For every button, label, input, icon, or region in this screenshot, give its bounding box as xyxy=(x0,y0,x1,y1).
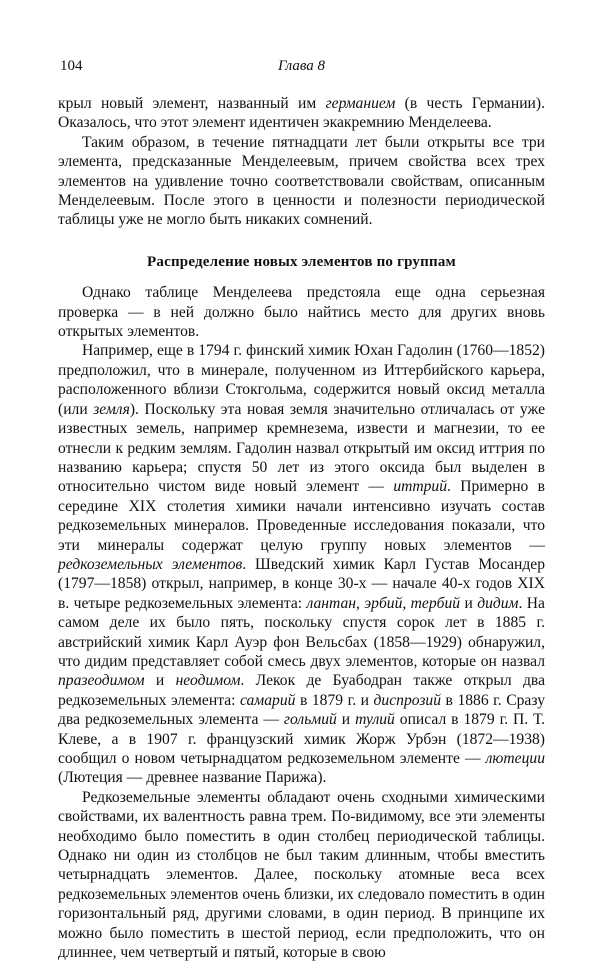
chapter-title: Глава 8 xyxy=(277,58,326,74)
book-page xyxy=(58,52,545,962)
section-heading: Распределение новых элементов по группам xyxy=(147,253,456,270)
running-header xyxy=(58,52,545,72)
paragraph-rare-earths: Например, еще в 1794 г. финский химик Юхан Гадолин (1760—1852) предположил, что в минерале, полученном из Иттербийского карьера, расположенного вблизи Стокгольма, содержится новый оксид металла (или земля). Поскольку эта новая земля значительно отличалась от уже известных земель, например кремнезема, извести и магнезии, то ее отнесли к редким землям. Гадолин назвал открытый им оксид иттрия по названию карьера; спустя 50 лет из этого оксида был выделен в относительно чистом виде новый элемент — иттрий. Примерно в середине XIX столетия химики начали интенсивно изучать состав редкоземельных минералов. Проведенные исследования показали, что эти минералы содержат целую группу новых элементов — редкоземельных элементов. Шведский химик Карл Густав Мосандер (1797—1858) открыл, например, в конце 30-х — начале 40-х годов XIX в. четыре редкоземельных элемента: лантан, эрбий, тербий и дидим. На самом деле их было пять, поскольку спустя сорок лет в 1885 г. австрийский химик Карл Ауэр фон Вельсбах (1858—1929) обнаружил, что дидим представляет собой смесь двух элементов, которые он назвал празеодимом и неодимом. Лекок де Буабодран также открыл два редкоземельных элемента: самарий в 1879 г. и диспрозий в 1886 г. Сразу два редкоземельных элемента — гольмий и тулий описал в 1879 г. П. Т. Клеве, а в 1907 г. французский химик Жорж Урбэн (1872—1938) сообщил о новом четырнадцатом редкоземельном элементе — лютеции (Лютеция — древнее название Парижа). xyxy=(58,342,545,787)
paragraph-placement: Редкоземельные элементы обладают очень сходными химическими свойствами, их валентность равна трем. По-видимому, все эти элементы необходимо было поместить в один столбец периодической таблицы. Однако ни один из столбцов не был таким длинным, чтобы вместить четырнадцать элементов. Далее, поскольку атомные веса всех редкоземельных элементов очень близки, их следовало поместить в один горизонтальный ряд, другими словами, в один период. В принципе их можно было поместить в шестой период, если предположить, что он длиннее, чем четвертый и пятый, которые в свою xyxy=(58,788,545,962)
paragraph-continuation: крыл новый элемент, названный им германием (в честь Германии). Оказалось, что этот элемент идентичен экакремнию Менделеева. xyxy=(58,95,545,132)
paragraph-summary: Таким образом, в течение пятнадцати лет были открыты все три элемента, предсказанные Менделеевым, причем свойства всех трех элементов на удивление точно соответствовали свойствам, описанным Менделеевым. После этого в ценности и полезности периодической таблицы уже не могло быть никаких сомнений. xyxy=(58,133,545,229)
page-body xyxy=(58,94,545,962)
term-germanium: германием xyxy=(325,95,396,112)
page-number: 104 xyxy=(60,58,83,74)
paragraph-intro: Однако таблице Менделеева предстояла еще одна серьезная проверка — в ней должно было найтись место для других вновь открытых элементов. xyxy=(58,284,545,341)
